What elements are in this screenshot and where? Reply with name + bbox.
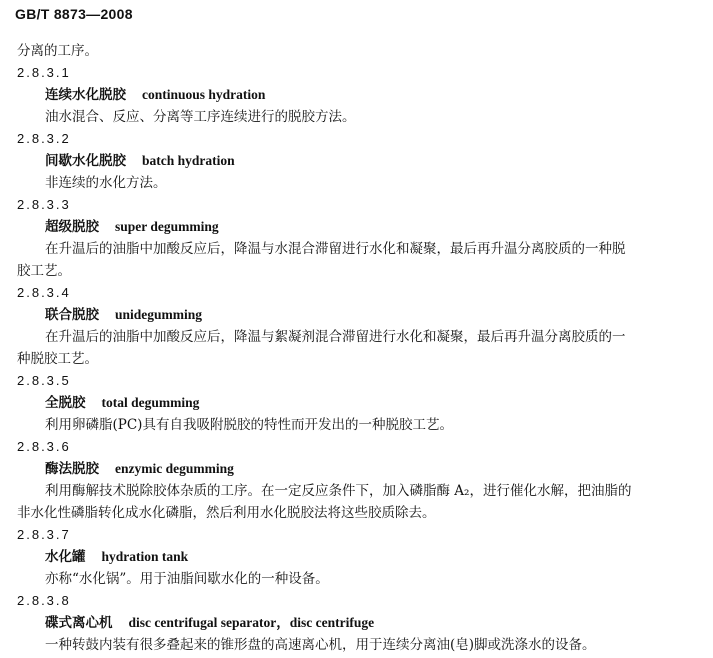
term-zh: 联合脱胶 (45, 307, 99, 323)
term-definition: 利用卵磷脂(PC)具有自我吸附脱胶的特性而开发出的一种脱胶工艺。 (45, 417, 453, 433)
term-zh: 超级脱胶 (45, 219, 99, 235)
term-zh: 间歇水化脱胶 (45, 153, 126, 169)
term-en: continuous hydration (142, 87, 266, 102)
term-heading (0, 392, 713, 414)
clause-number: 2.8.3.8 (17, 593, 71, 608)
term-zh: 水化罐 (45, 549, 86, 565)
term-definition: 油水混合、反应、分离等工序连续进行的脱胶方法。 (45, 109, 356, 125)
clause-number: 2.8.3.4 (17, 285, 71, 300)
term-en: disc centrifugal separator，disc centrifuge (128, 615, 375, 630)
term-heading (0, 84, 713, 106)
term-definition-continued: 非水化性磷脂转化成水化磷脂，然后利用水化脱胶法将这些胶质除去。 (17, 505, 436, 521)
term-heading (0, 458, 713, 480)
term-zh: 碟式离心机 (45, 615, 113, 631)
term-en: super degumming (115, 219, 219, 234)
clause-number: 2.8.3.7 (17, 527, 71, 542)
clause-number: 2.8.3.1 (17, 65, 71, 80)
clause-number: 2.8.3.5 (17, 373, 71, 388)
term-definition-continued: 种脱胶工艺。 (17, 351, 98, 367)
continuation-text: 分离的工序。 (17, 43, 98, 59)
term-heading (0, 304, 713, 326)
clause-number: 2.8.3.2 (17, 131, 71, 146)
clause-number: 2.8.3.6 (17, 439, 71, 454)
term-heading (0, 546, 713, 568)
standard-header: GB/T 8873—2008 (15, 6, 133, 22)
term-en: total degumming (101, 395, 200, 410)
term-zh: 酶法脱胶 (45, 461, 99, 477)
term-en: hydration tank (101, 549, 189, 564)
term-en: batch hydration (142, 153, 235, 168)
term-definition: 利用酶解技术脱除胶体杂质的工序。在一定反应条件下，加入磷脂酶 A₂，进行催化水解，把油脂的 (45, 483, 632, 499)
term-definition: 非连续的水化方法。 (45, 175, 167, 191)
term-definition: 一种转鼓内装有很多叠起来的锥形盘的高速离心机，用于连续分离油(皂)脚或洗涤水的设备。 (45, 637, 596, 653)
term-en: unidegumming (115, 307, 203, 322)
term-definition: 在升温后的油脂中加酸反应后，降温与水混合滞留进行水化和凝聚，最后再升温分离胶质的一种脱 (45, 241, 626, 257)
term-heading (0, 612, 713, 634)
term-definition-continued: 胶工艺。 (17, 263, 71, 279)
term-en: enzymic degumming (115, 461, 234, 476)
clause-number: 2.8.3.3 (17, 197, 71, 212)
term-heading (0, 150, 713, 172)
term-zh: 连续水化脱胶 (45, 87, 126, 103)
term-definition: 在升温后的油脂中加酸反应后，降温与絮凝剂混合滞留进行水化和凝聚，最后再升温分离胶质的一 (45, 329, 626, 345)
document-body (0, 40, 713, 656)
term-definition: 亦称“水化锅”。用于油脂间歇水化的一种设备。 (45, 571, 329, 587)
term-zh: 全脱胶 (45, 395, 86, 411)
term-heading (0, 216, 713, 238)
